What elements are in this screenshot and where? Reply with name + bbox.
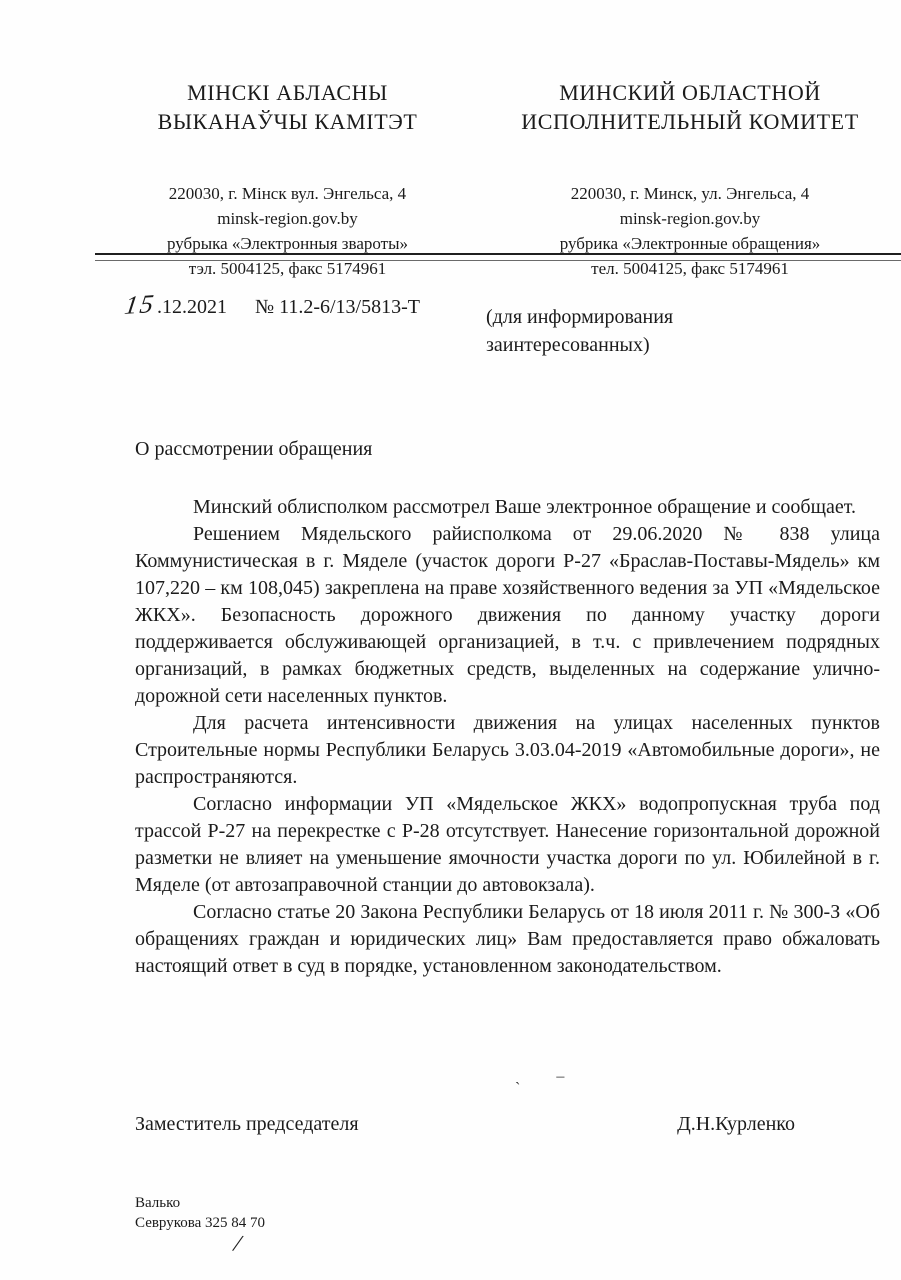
- org-address-by-phone: тэл. 5004125, факс 5174961: [188, 259, 387, 278]
- org-title-ru-line2: ИСПОЛНИТЕЛЬНЫЙ КОМИТЕТ: [521, 109, 859, 134]
- info-note-line2: заинтересованных): [486, 334, 650, 356]
- org-title-by: [70, 78, 505, 136]
- letterhead-belarusian: [70, 78, 505, 281]
- org-title-by-line1: МІНСКІ АБЛАСНЫ: [187, 80, 388, 105]
- body-paragraph-3: Для расчета интенсивности движения на улицах населенных пунктов Строительные нормы Республики Беларусь 3.03.04-2019 «Автомобильные дороги», не распространяются.: [135, 712, 880, 788]
- org-address-ru-rubric: рубрика «Электронные обращения»: [559, 234, 821, 253]
- info-note: [486, 303, 816, 359]
- signature-row: [135, 1113, 795, 1136]
- letterhead-divider-rule: [95, 253, 901, 261]
- reference-number: № 11.2-6/13/5813-Т: [255, 296, 420, 318]
- signer-position: Заместитель председателя: [135, 1113, 359, 1135]
- executor-name-2: Севрукова 325 84 70: [135, 1215, 266, 1231]
- body-paragraph-1: Минский облисполком рассмотрел Ваше электронное обращение и сообщает.: [193, 496, 856, 518]
- body-paragraph-2: Решением Мядельского райисполкома от 29.06.2020 № 838 улица Коммунистическая в г. Мяделе (участок дороги Р-27 «Браслав-Поставы-Мядель» км 107,220 – км 108,045) закреплена на праве хозяйственного ведения за УП «Мядельское ЖКХ». Безопасность дорожного движения по данному участку дороги поддерживается обслуживающей организацией, в т.ч. с привлечением подрядных организаций, в рамках бюджетных средств, выделенных на содержание улично-дорожной сети населенных пунктов.: [135, 523, 880, 707]
- letterhead-russian: [480, 78, 900, 281]
- org-address-ru-website: minsk-region.gov.by: [619, 209, 761, 228]
- body-paragraph-5: Согласно статье 20 Закона Республики Беларусь от 18 июля 2011 г. № 300-З «Об обращениях граждан и юридических лиц» Вам предоставляется право обжаловать настоящий ответ в суд в порядке, установленном законодательством.: [135, 901, 880, 977]
- org-address-by-rubric: рубрыка «Электронныя звароты»: [167, 234, 408, 253]
- org-address-by-street: 220030, г. Мінск вул. Энгельса, 4: [168, 184, 407, 203]
- org-address-by: [70, 181, 505, 281]
- handwritten-day: 15: [122, 288, 158, 321]
- handwritten-slash-mark: /: [232, 1230, 243, 1258]
- org-title-by-line2: ВЫКАНАЎЧЫ КАМІТЭТ: [157, 109, 418, 134]
- org-address-ru-street: 220030, г. Минск, ул. Энгельса, 4: [570, 184, 810, 203]
- org-address-by-website: minsk-region.gov.by: [217, 209, 358, 228]
- org-address-ru: [480, 181, 900, 281]
- info-note-line1: (для информирования: [486, 306, 674, 328]
- org-address-ru-phone: тел. 5004125, факс 5174961: [591, 259, 789, 278]
- reference-line: [122, 288, 420, 321]
- executor-name-1: Валько: [135, 1195, 181, 1211]
- letter-body: [135, 494, 880, 980]
- org-title-ru-line1: МИНСКИЙ ОБЛАСТНОЙ: [559, 80, 821, 105]
- date-rest: .12.2021: [157, 296, 227, 318]
- org-title-ru: [480, 78, 900, 136]
- executors-footer: [135, 1193, 265, 1233]
- signer-name: Д.Н.Курленко: [677, 1113, 795, 1135]
- subject-line: О рассмотрении обращения: [135, 438, 373, 460]
- pen-marks: ˏ –: [515, 1068, 581, 1085]
- body-paragraph-4: Согласно информации УП «Мядельское ЖКХ» водопропускная труба под трассой Р-27 на перекрестке с Р-28 отсутствует. Нанесение горизонтальной дорожной разметки не влияет на уменьшение ямочности участка дороги по ул. Юбилейной в г. Мяделе (от автозаправочной станции до автовокзала).: [135, 793, 880, 896]
